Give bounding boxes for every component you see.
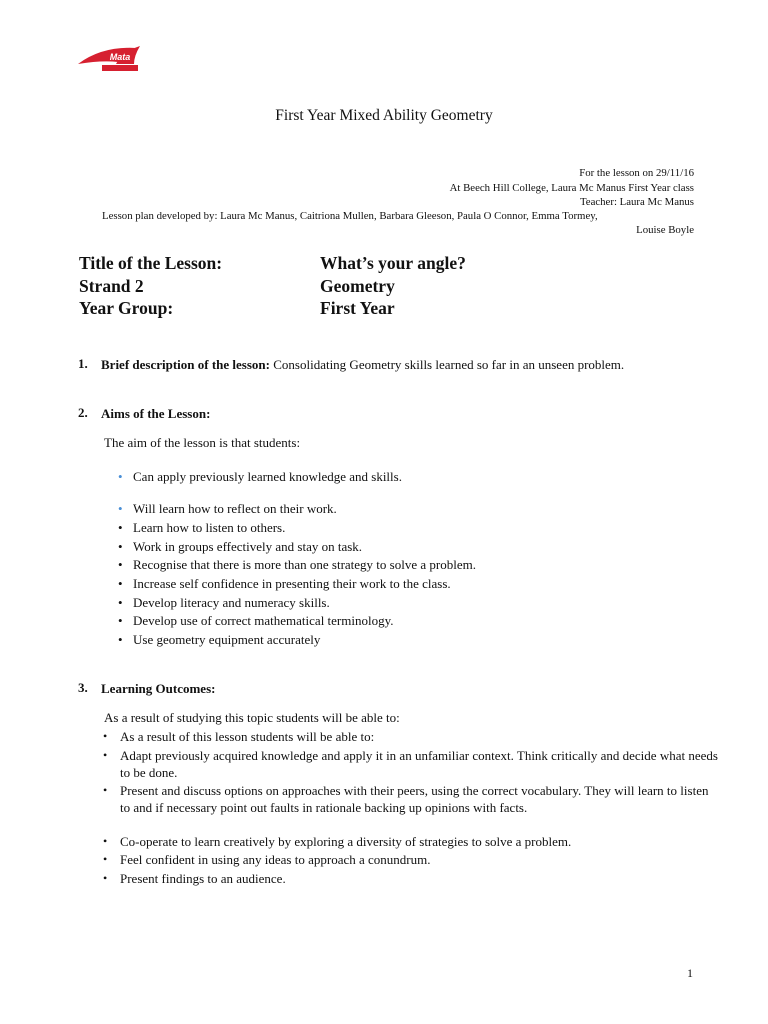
aim-bullet-5: • [118,557,123,572]
lesson-location: At Beech Hill College, Laura Mc Manus First Year class [449,182,694,194]
outcomes-intro: As a result of studying this topic students will be able to: [104,710,400,725]
lesson-date: For the lesson on 29/11/16 [579,167,694,179]
year-group-label: Year Group: [79,298,174,318]
strand-value: Geometry [320,276,395,296]
aim-item-9: Use geometry equipment accurately [133,632,321,647]
lesson-developers: Lesson plan developed by: Laura Mc Manus, Caitriona Mullen, Barbara Gleeson, Paula O Connor, Emma Tormey, [102,210,598,222]
page-number: 1 [687,966,693,980]
aim-bullet-3: • [118,520,123,535]
outcome-item-4: Co-operate to learn creatively by exploring a diversity of strategies to solve a problem. [120,834,572,849]
outcome-item-5: Feel confident in using any ideas to approach a conundrum. [120,852,431,867]
section-1-description: Consolidating Geometry skills learned so far in an unseen problem. [269,357,625,372]
aim-item-5: Recognise that there is more than one strategy to solve a problem. [133,557,476,572]
aim-bullet-2: • [118,501,123,516]
outcome-item-6: Present findings to an audience. [120,871,286,886]
aims-intro: The aim of the lesson is that students: [104,435,301,450]
aim-bullet-1: • [118,469,123,484]
section-3-text [101,680,701,697]
section-2-heading: Aims of the Lesson: [101,406,211,421]
mata-logo [72,40,146,76]
section-3-number: 3. [78,680,88,695]
aim-bullet-7: • [118,595,123,610]
outcome-bullet-1: • [103,729,108,743]
strand-label: Strand 2 [79,276,144,296]
year-group-value: First Year [320,298,395,318]
outcome-bullet-5: • [103,852,108,866]
lesson-developers-cont: Louise Boyle [636,224,694,236]
section-3-heading: Learning Outcomes: [101,681,216,696]
outcome-item-1: As a result of this lesson students will be able to: [120,729,375,744]
outcome-item-3: Present and discuss options on approaches with their peers, using the correct vocabulary. They will learn to listen to and if necessary point out faults in rationale backing up opinions with facts. [120,783,709,815]
lesson-title-label: Title of the Lesson: [79,253,223,273]
svg-text:Mata: Mata [109,52,131,62]
aim-item-8: Develop use of correct mathematical terminology. [133,613,394,628]
aim-item-3: Learn how to listen to others. [133,520,286,535]
aim-item-2: Will learn how to reflect on their work. [133,501,337,516]
section-1-text [101,356,701,373]
aim-item-4: Work in groups effectively and stay on task. [133,539,363,554]
aim-bullet-4: • [118,539,123,554]
lesson-title-value: What’s your angle? [320,253,466,273]
section-2-text [101,405,701,422]
outcome-bullet-6: • [103,871,108,885]
outcome-bullet-4: • [103,834,108,848]
lesson-teacher: Teacher: Laura Mc Manus [579,196,694,208]
outcome-item-2: Adapt previously acquired knowledge and apply it in an unfamiliar context. Think critically and decide what needs to be done. [120,748,718,780]
aim-bullet-9: • [118,632,123,647]
aim-item-1: Can apply previously learned knowledge and skills. [133,469,402,484]
outcome-bullet-3: • [103,783,108,797]
aim-bullet-8: • [118,613,123,628]
aim-item-6: Increase self confidence in presenting their work to the class. [133,576,451,591]
aim-bullet-6: • [118,576,123,591]
outcome-bullet-2: • [103,748,108,762]
section-1-number: 1. [78,356,88,371]
section-2-number: 2. [78,405,88,420]
aim-item-7: Develop literacy and numeracy skills. [133,595,330,610]
section-1-heading: Brief description of the lesson: [101,357,270,372]
document-title: First Year Mixed Ability Geometry [275,107,493,124]
